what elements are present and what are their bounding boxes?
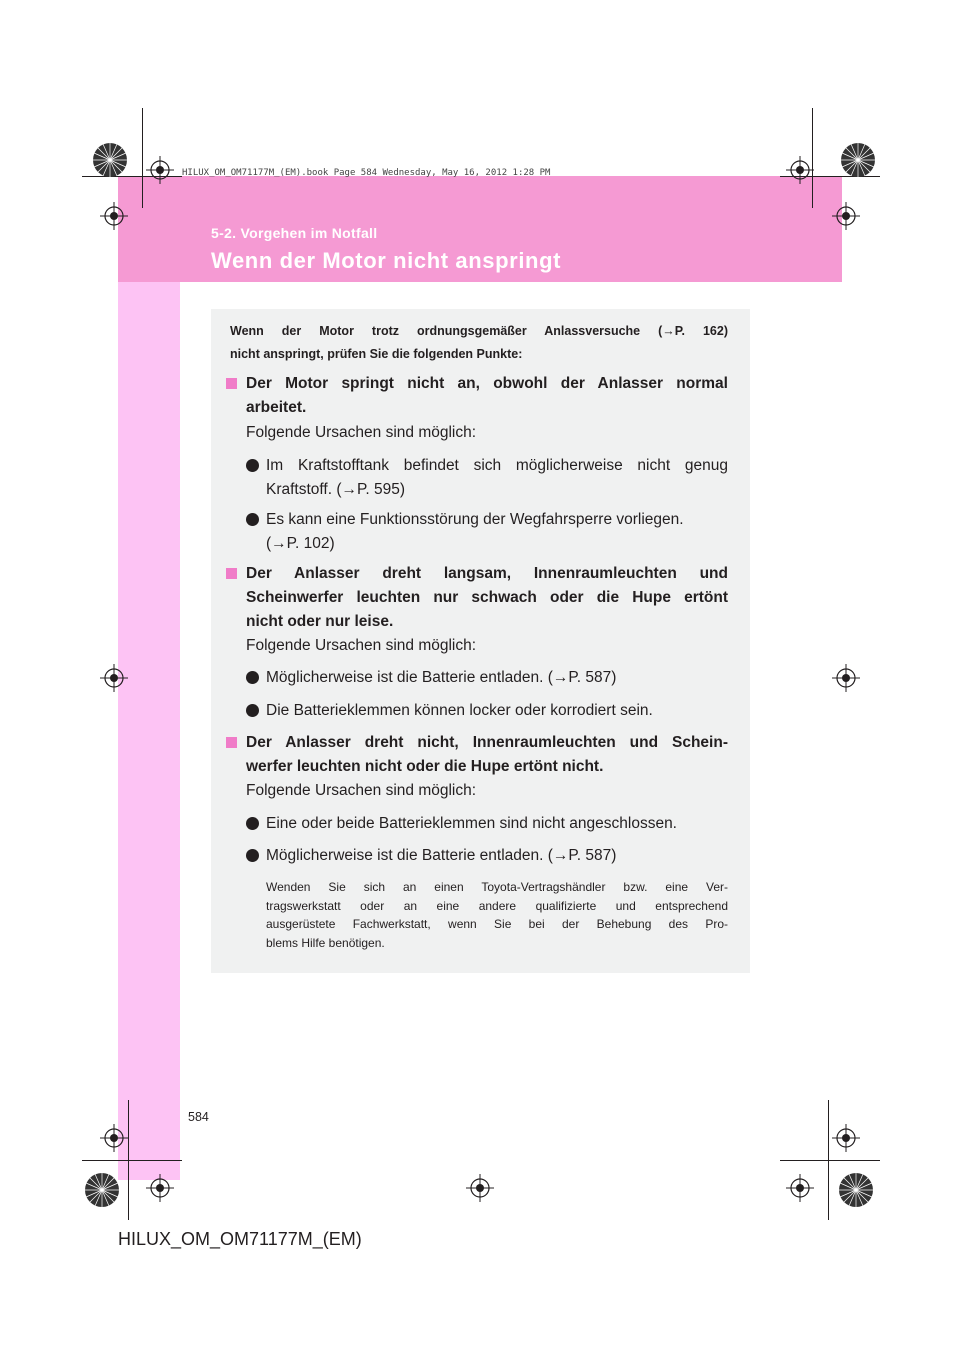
list-item-text: Die Batterieklemmen können locker oder korrodiert sein. <box>266 702 653 719</box>
causes-label: Folgende Ursachen sind möglich: <box>246 424 477 441</box>
list-item-text: Kraftstoff. (→P. 595) <box>266 481 405 498</box>
crosshair-icon <box>146 1174 174 1202</box>
crosshair-icon <box>146 156 174 184</box>
list-item <box>246 454 728 502</box>
crosshair-icon <box>466 1174 494 1202</box>
note-line: Wenden Sie sich an einen Toyota-Vertragshändler bzw. eine Ver- <box>266 880 728 894</box>
round-bullet-icon <box>246 704 259 717</box>
list-item-text: Möglicherweise ist die Batterie entladen. (→P. 587) <box>266 669 617 686</box>
page-title: Wenn der Motor nicht anspringt <box>211 248 562 273</box>
registration-wheel-icon <box>82 1170 122 1210</box>
section-heading-1 <box>226 372 728 420</box>
crosshair-icon <box>100 1124 128 1152</box>
crop-mark <box>142 108 143 208</box>
section-label: 5-2. Vorgehen im Notfall <box>211 225 378 241</box>
round-bullet-icon <box>246 513 259 526</box>
crosshair-icon <box>100 664 128 692</box>
registration-wheel-icon <box>838 140 878 180</box>
note-line: ausgerüstete Fachwerkstatt, wenn Sie bei der Behebung des Pro- <box>266 917 728 931</box>
crop-mark <box>780 1160 880 1161</box>
intro-text-line-1 <box>230 320 728 343</box>
round-bullet-icon <box>246 459 259 472</box>
note-paragraph <box>266 878 728 952</box>
list-item <box>246 699 728 723</box>
crosshair-icon <box>832 664 860 692</box>
list-item <box>246 812 728 836</box>
list-item-text: Es kann eine Funktionsstörung der Wegfahrsperre vorliegen. <box>266 511 684 528</box>
heading-line: Der Anlasser dreht nicht, Innenraumleuchten und Schein- <box>246 734 728 751</box>
list-item <box>246 666 728 690</box>
crop-mark <box>82 1160 182 1161</box>
crosshair-icon <box>832 202 860 230</box>
round-bullet-icon <box>246 671 259 684</box>
intro-text-line-2: nicht anspringt, prüfen Sie die folgenden Punkte: <box>230 347 523 361</box>
heading-line: arbeitet. <box>246 399 307 416</box>
round-bullet-icon <box>246 817 259 830</box>
list-item <box>246 508 728 556</box>
crosshair-icon <box>786 156 814 184</box>
registration-wheel-icon <box>836 1170 876 1210</box>
section-heading-2 <box>226 562 728 634</box>
intro-line-1: Wenn der Motor trotz ordnungsgemäßer Anlassversuche (→P. 162) <box>230 324 728 338</box>
list-item-text: Möglicherweise ist die Batterie entladen. (→P. 587) <box>266 847 617 864</box>
heading-line: Der Anlasser dreht langsam, Innenraumleuchten und <box>246 565 728 582</box>
section-heading-3 <box>226 731 728 779</box>
square-bullet-icon <box>226 568 237 579</box>
list-item <box>246 844 728 868</box>
file-stamp: HILUX_OM_OM71177M_(EM).book Page 584 Wednesday, May 16, 2012 1:28 PM <box>182 168 551 178</box>
square-bullet-icon <box>226 378 237 389</box>
causes-label: Folgende Ursachen sind möglich: <box>246 782 477 799</box>
causes-label: Folgende Ursachen sind möglich: <box>246 637 477 654</box>
crosshair-icon <box>100 202 128 230</box>
list-item-text: Eine oder beide Batterieklemmen sind nicht angeschlossen. <box>266 815 677 832</box>
crosshair-icon <box>832 1124 860 1152</box>
page-number: 584 <box>188 1110 209 1124</box>
list-item-text: (→P. 102) <box>266 535 335 552</box>
note-line: blems Hilfe benötigen. <box>266 935 385 950</box>
list-item-text: Im Kraftstofftank befindet sich möglicherweise nicht genug <box>266 457 728 474</box>
note-line: tragswerkstatt oder an eine andere qualifizierte und entsprechend <box>266 898 728 913</box>
square-bullet-icon <box>226 737 237 748</box>
footer-code: HILUX_OM_OM71177M_(EM) <box>118 1229 362 1249</box>
registration-wheel-icon <box>90 140 130 180</box>
round-bullet-icon <box>246 849 259 862</box>
heading-line: nicht oder nur leise. <box>246 613 394 630</box>
heading-line: werfer leuchten nicht oder die Hupe ertönt nicht. <box>246 758 604 775</box>
heading-line: Scheinwerfer leuchten nur schwach oder die Hupe ertönt <box>246 589 728 606</box>
heading-line: Der Motor springt nicht an, obwohl der Anlasser normal <box>246 375 728 392</box>
crosshair-icon <box>786 1174 814 1202</box>
